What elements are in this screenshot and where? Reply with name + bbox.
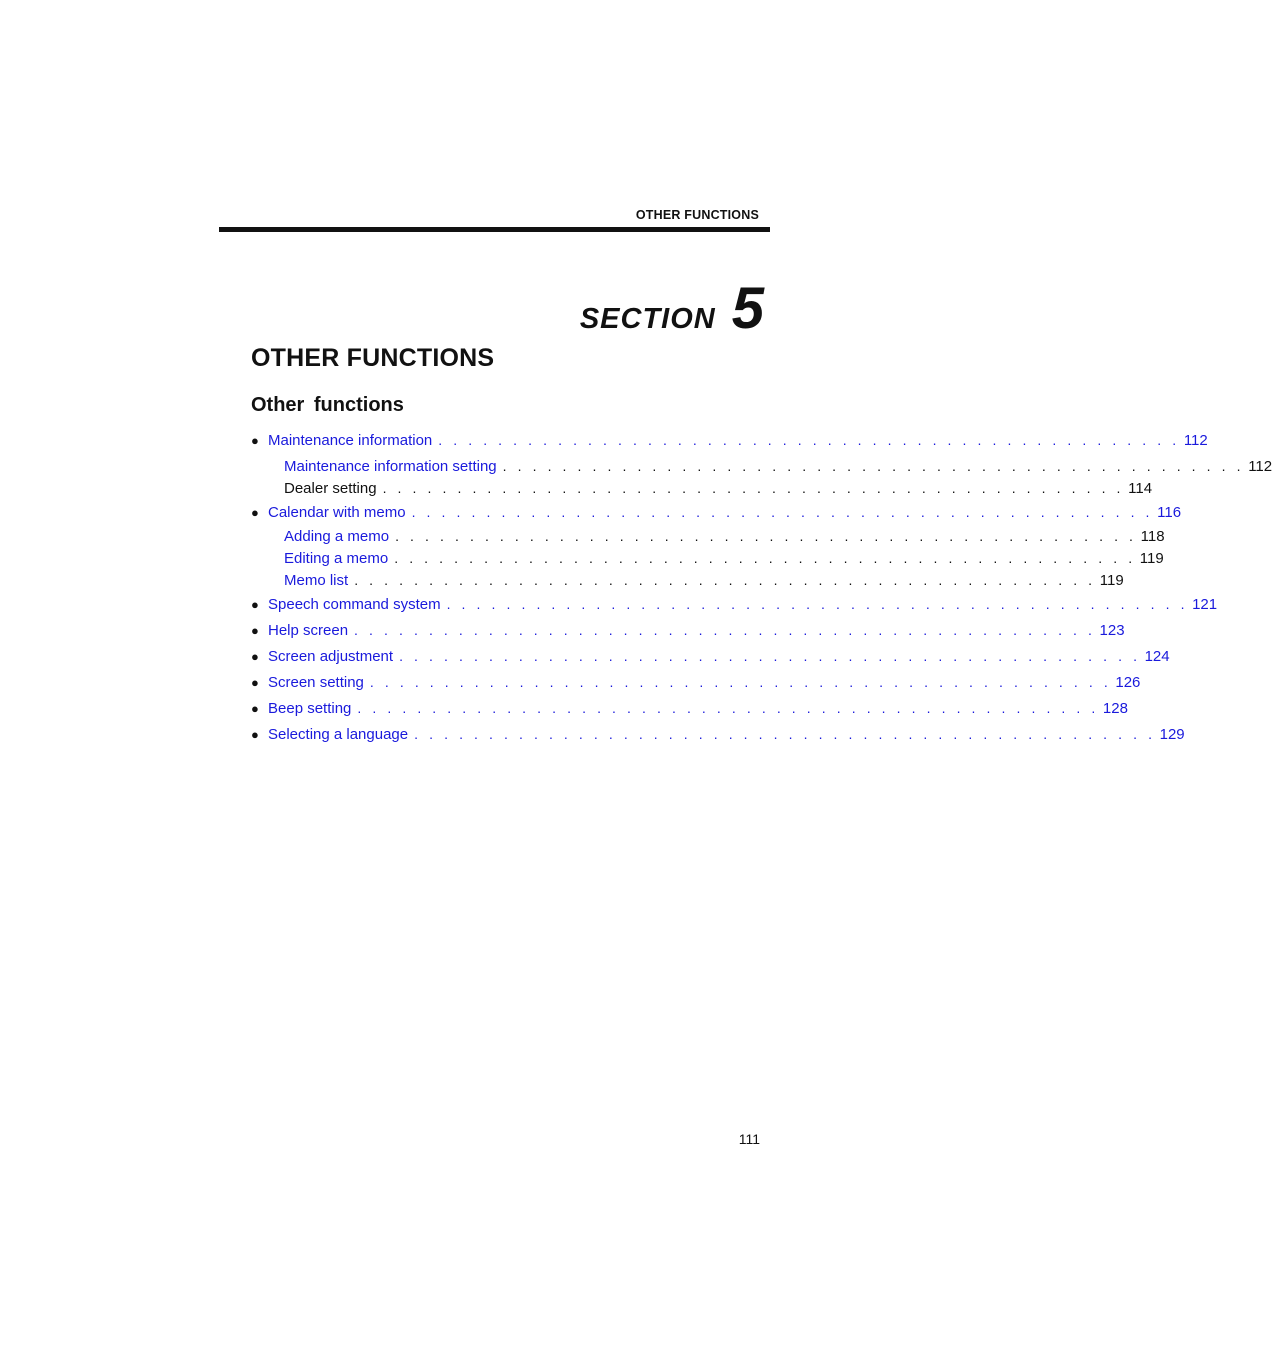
bullet-icon: ● <box>251 597 259 612</box>
dot-leader: . . . . . . . . . . . . . . . . . . . . . . . . . . . . . . . . . . . . . . . . . . . . . . . . . . <box>394 550 1136 566</box>
page-number: 111 <box>738 1131 760 1147</box>
dot-leader: . . . . . . . . . . . . . . . . . . . . . . . . . . . . . . . . . . . . . . . . . . . . . . . . . . <box>357 700 1099 716</box>
chapter-title: OTHER FUNCTIONS <box>251 344 495 372</box>
dot-leader: . . . . . . . . . . . . . . . . . . . . . . . . . . . . . . . . . . . . . . . . . . . . . . . . . . <box>414 726 1156 742</box>
toc-entry-label[interactable]: Maintenance information <box>268 432 433 449</box>
toc-entry-page[interactable]: 128 <box>1102 700 1128 717</box>
bullet-icon: ● <box>251 623 259 638</box>
toc-entry-page[interactable]: 119 <box>1139 550 1164 567</box>
toc-entry-page[interactable]: 126 <box>1115 674 1141 691</box>
dot-leader: . . . . . . . . . . . . . . . . . . . . . . . . . . . . . . . . . . . . . . . . . . . . . . . . . . <box>446 596 1189 612</box>
toc-entry-page[interactable]: 118 <box>1140 528 1165 545</box>
toc-entry-screen-setting[interactable] <box>251 674 1141 696</box>
toc-entry-page[interactable]: 112 <box>1183 432 1208 449</box>
toc-entry-label[interactable]: Maintenance information setting <box>284 458 497 475</box>
toc-entry-label[interactable]: Memo list <box>284 572 349 589</box>
toc-entry-label[interactable]: Screen setting <box>268 674 364 691</box>
dot-leader: . . . . . . . . . . . . . . . . . . . . . . . . . . . . . . . . . . . . . . . . . . . . . . . . . . <box>369 674 1112 690</box>
header-rule <box>219 227 770 232</box>
toc-entry-label[interactable]: Screen adjustment <box>268 648 394 665</box>
dot-leader: . . . . . . . . . . . . . . . . . . . . . . . . . . . . . . . . . . . . . . . . . . . . . . . . . . <box>438 432 1180 448</box>
toc-entry-label[interactable]: Calendar with memo <box>268 504 406 521</box>
toc-entry-selecting-a-language[interactable] <box>251 726 1185 748</box>
bullet-icon: ● <box>251 701 259 716</box>
toc-entry-label[interactable]: Speech command system <box>268 596 441 613</box>
toc-entry-label[interactable]: Help screen <box>268 622 349 639</box>
dot-leader: . . . . . . . . . . . . . . . . . . . . . . . . . . . . . . . . . . . . . . . . . . . . . . . . . . <box>382 480 1125 496</box>
dot-leader: . . . . . . . . . . . . . . . . . . . . . . . . . . . . . . . . . . . . . . . . . . . . . . . . . . <box>354 572 1096 588</box>
toc-entry-maintenance-information-setting[interactable] <box>284 458 1272 480</box>
toc-entry-label[interactable]: Selecting a language <box>268 726 409 743</box>
section-word: SECTION <box>579 303 716 335</box>
toc-entry-label[interactable]: Adding a memo <box>284 528 390 545</box>
toc-entry-page[interactable]: 124 <box>1144 648 1170 665</box>
bullet-icon: ● <box>251 727 259 742</box>
toc-entry-page[interactable]: 112 <box>1248 458 1272 475</box>
bullet-icon: ● <box>251 505 259 520</box>
dot-leader: . . . . . . . . . . . . . . . . . . . . . . . . . . . . . . . . . . . . . . . . . . . . . . . . . . <box>399 648 1141 664</box>
toc-entry-page[interactable]: 116 <box>1157 504 1182 521</box>
toc-entry-page[interactable]: 129 <box>1159 726 1185 743</box>
toc-entry-speech-command-system[interactable] <box>251 596 1218 618</box>
dot-leader: . . . . . . . . . . . . . . . . . . . . . . . . . . . . . . . . . . . . . . . . . . . . . . . . . . <box>411 504 1154 520</box>
toc-entry-page[interactable]: 114 <box>1128 480 1153 497</box>
toc-entry-dealer-setting[interactable] <box>284 480 1153 502</box>
toc-entry-help-screen[interactable] <box>251 622 1125 644</box>
running-head: OTHER FUNCTIONS <box>635 208 759 222</box>
toc-entry-screen-adjustment[interactable] <box>251 648 1170 670</box>
bullet-icon: ● <box>251 433 259 448</box>
toc-entry-calendar-with-memo[interactable] <box>251 504 1182 526</box>
toc-entry-label[interactable]: Dealer setting <box>284 480 377 497</box>
bullet-icon: ● <box>251 649 259 664</box>
bullet-icon: ● <box>251 675 259 690</box>
toc-entry-maintenance-information[interactable] <box>251 432 1208 454</box>
dot-leader: . . . . . . . . . . . . . . . . . . . . . . . . . . . . . . . . . . . . . . . . . . . . . . . . . . <box>395 528 1137 544</box>
toc-entry-page[interactable]: 123 <box>1099 622 1125 639</box>
toc-entry-memo-list[interactable] <box>284 572 1124 594</box>
section-heading <box>470 276 764 341</box>
toc-entry-editing-a-memo[interactable] <box>284 550 1164 572</box>
toc-entry-page[interactable]: 119 <box>1099 572 1124 589</box>
toc-entry-page[interactable]: 121 <box>1192 596 1218 613</box>
dot-leader: . . . . . . . . . . . . . . . . . . . . . . . . . . . . . . . . . . . . . . . . . . . . . . . . . . <box>502 458 1245 474</box>
toc-entry-adding-a-memo[interactable] <box>284 528 1165 550</box>
group-title: Other functions <box>251 394 404 416</box>
section-number: 5 <box>731 276 764 341</box>
dot-leader: . . . . . . . . . . . . . . . . . . . . . . . . . . . . . . . . . . . . . . . . . . . . . . . . . . <box>354 622 1096 638</box>
toc-entry-beep-setting[interactable] <box>251 700 1128 722</box>
toc-entry-label[interactable]: Editing a memo <box>284 550 389 567</box>
toc-entry-label[interactable]: Beep setting <box>268 700 352 717</box>
